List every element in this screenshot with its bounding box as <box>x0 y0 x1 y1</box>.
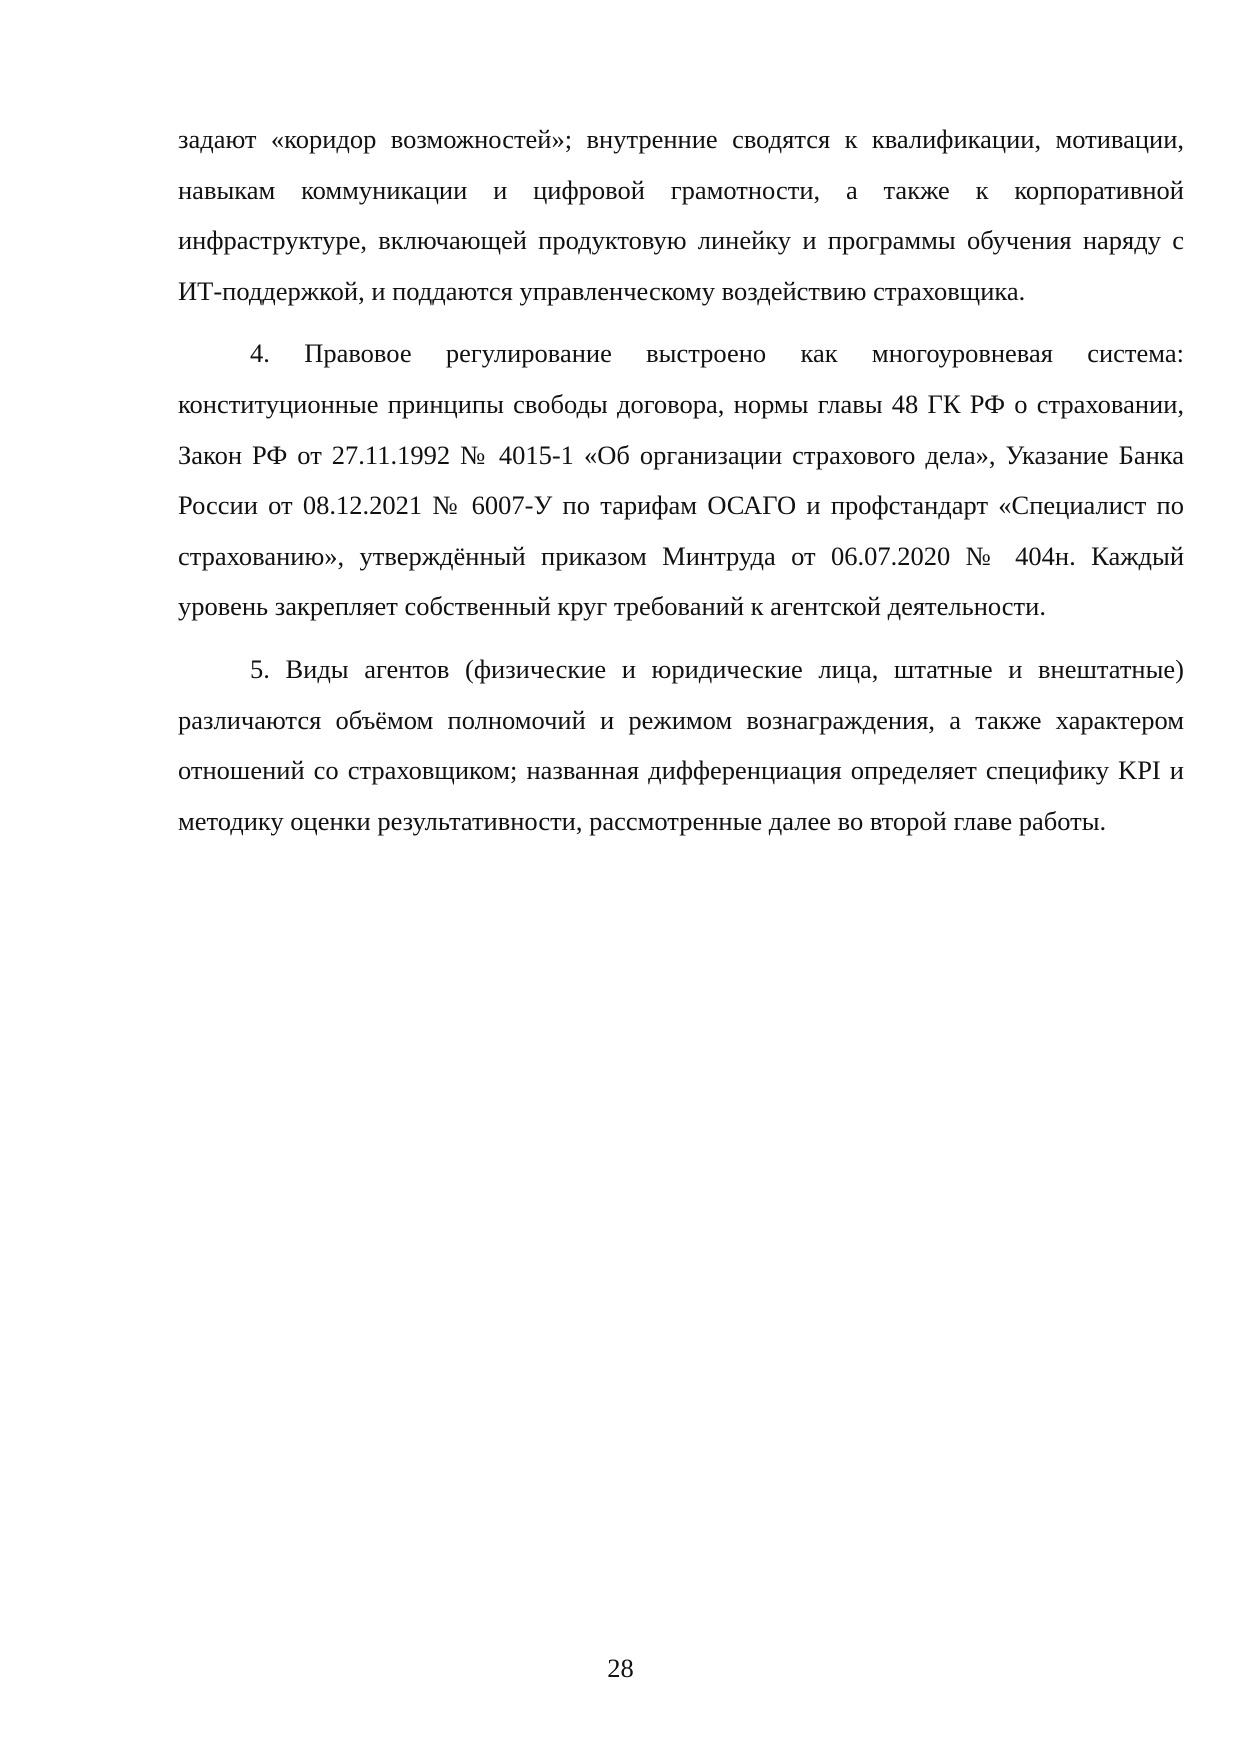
paragraph-continuation: задают «коридор возможностей»; внутренние сводятся к квалификации, мотивации, навыкам коммуникации и цифровой грамотности, а также к корпоративной инфраструктуре, включающей продуктовую линейку и программы обучения наряду с ИТ-поддержкой, и поддаются управленческому воздействию страховщика. <box>178 124 1184 306</box>
paragraph-item-5: 5. Виды агентов (физические и юридические лица, штатные и внештатные) различаются объёмом полномочий и режимом вознаграждения, а также характером отношений со страховщиком; названная дифференциация определяет специфику KPI и методику оценки результативности, рассмотренные далее во второй главе работы. <box>178 653 1184 836</box>
paragraph-item-4: 4. Правовое регулирование выстроено как многоуровневая система: конституционные принципы свободы договора, нормы главы 48 ГК РФ о страховании, Закон РФ от 27.11.1992 № 4015-1 «Об организации страхового дела», Указание Банка России от 08.12.2021 № 6007-У по тарифам ОСАГО и профстандарт «Специалист по страхованию», утверждённый приказом Минтруда от 06.07.2020 № 404н. Каждый уровень закрепляет собственный круг требований к агентской деятельности. <box>178 338 1184 622</box>
text-body <box>178 114 1184 858</box>
page-number: 28 <box>607 1653 634 1683</box>
